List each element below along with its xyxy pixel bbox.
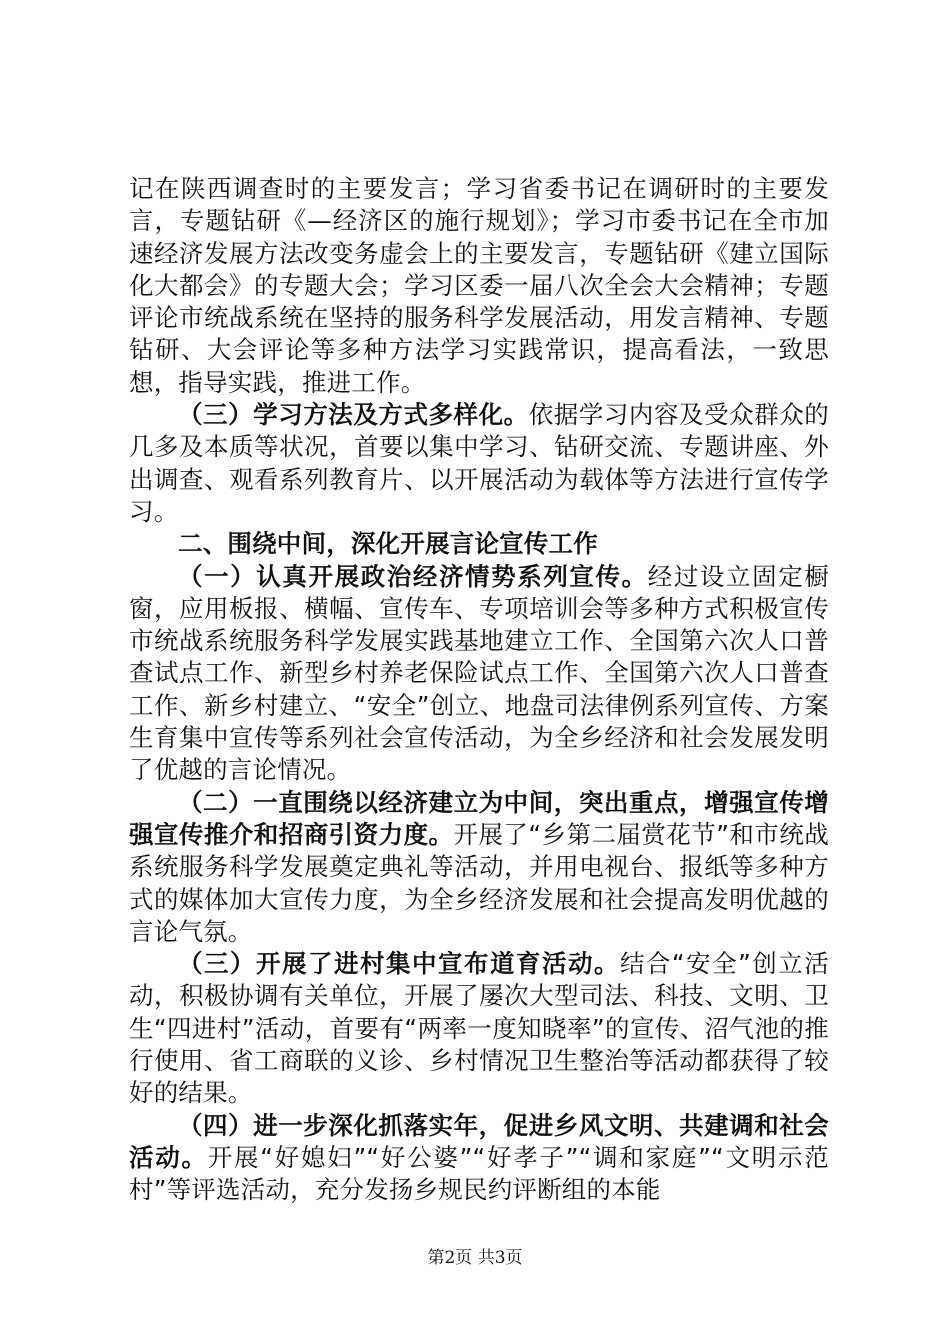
paragraph-6-text: 开展“好媳妇”“好公婆”“好孝子”“调和家庭”“文明示范村”等评选活动，充分发扬乡规民约评断组的本能 bbox=[129, 1142, 829, 1205]
paragraph-4-lead: （二）一直围绕以经济建立为中间，突出重点，增强宣传增强宣传推介和招商引资力度。 bbox=[129, 787, 829, 849]
page-footer bbox=[0, 1243, 950, 1268]
section-heading-text: 二、围绕中间，深化开展言论宣传工作 bbox=[178, 529, 598, 559]
document-body bbox=[129, 173, 829, 1207]
page-number: 第2页 共3页 bbox=[427, 1248, 523, 1268]
paragraph-4 bbox=[129, 787, 829, 948]
paragraph-6-lead: （四）进一步深化抓落实年，促进乡风文明、共建调和社会活动。 bbox=[129, 1110, 829, 1172]
paragraph-3-text: 经过设立固定橱窗，应用板报、横幅、宣传车、专项培训会等多种方式积极宣传市统战系统服务科学发展实践基地建立工作、全国第六次人口普查试点工作、新型乡村养老保险试点工作、全国第六次人口普查工作、新乡村建立、“安全”创立、地盘司法律例系列宣传、方案生育集中宣传等系列社会宣传活动，为全乡经济和社会发展发明了优越的言论情况。 bbox=[129, 561, 829, 785]
paragraph-2 bbox=[129, 399, 829, 528]
paragraph-5-lead: （三）开展了进村集中宣布道育活动。 bbox=[178, 949, 620, 979]
paragraph-5-text: 结合“安全”创立活动，积极协调有关单位，开展了屡次大型司法、科技、文明、卫生“四进村”活动，首要有“两率一度知晓率”的宣传、沼气池的推行使用、省工商联的义诊、乡村情况卫生整治等活动都获得了较好的结果。 bbox=[129, 949, 829, 1108]
paragraph-3-lead: （一）认真开展政治经济情势系列宣传。 bbox=[178, 561, 648, 591]
paragraph-5 bbox=[129, 948, 829, 1109]
paragraph-3 bbox=[129, 561, 829, 787]
paragraph-2-text: 依据学习内容及受众群众的几多及本质等状况，首要以集中学习、钻研交流、专题讲座、外出调查、观看系列教育片、以开展活动为载体等方法进行宣传学习。 bbox=[129, 400, 829, 526]
paragraph-2-lead: （三）学习方法及方式多样化。 bbox=[178, 400, 529, 430]
paragraph-1 bbox=[129, 173, 829, 399]
paragraph-4-text: 开展了“乡第二届赏花节”和市统战系统服务科学发展奠定典礼等活动，并用电视台、报纸等多种方式的媒体加大宣传力度，为全乡经济发展和社会提高发明优越的言论气氛。 bbox=[129, 819, 829, 946]
paragraph-1-text: 记在陕西调查时的主要发言；学习省委书记在调研时的主要发言，专题钻研《—经济区的施行规划》；学习市委书记在全市加速经济发展方法改变务虚会上的主要发言，专题钻研《建立国际化大都会》的专题大会；学习区委一届八次全会大会精神；专题评论市统战系统在坚持的服务科学发展活动，用发言精神、专题钻研、大会评论等多种方法学习实践常识，提高看法，一致思想，指导实践，推进工作。 bbox=[129, 174, 829, 397]
section-heading bbox=[129, 528, 829, 560]
paragraph-6 bbox=[129, 1110, 829, 1207]
